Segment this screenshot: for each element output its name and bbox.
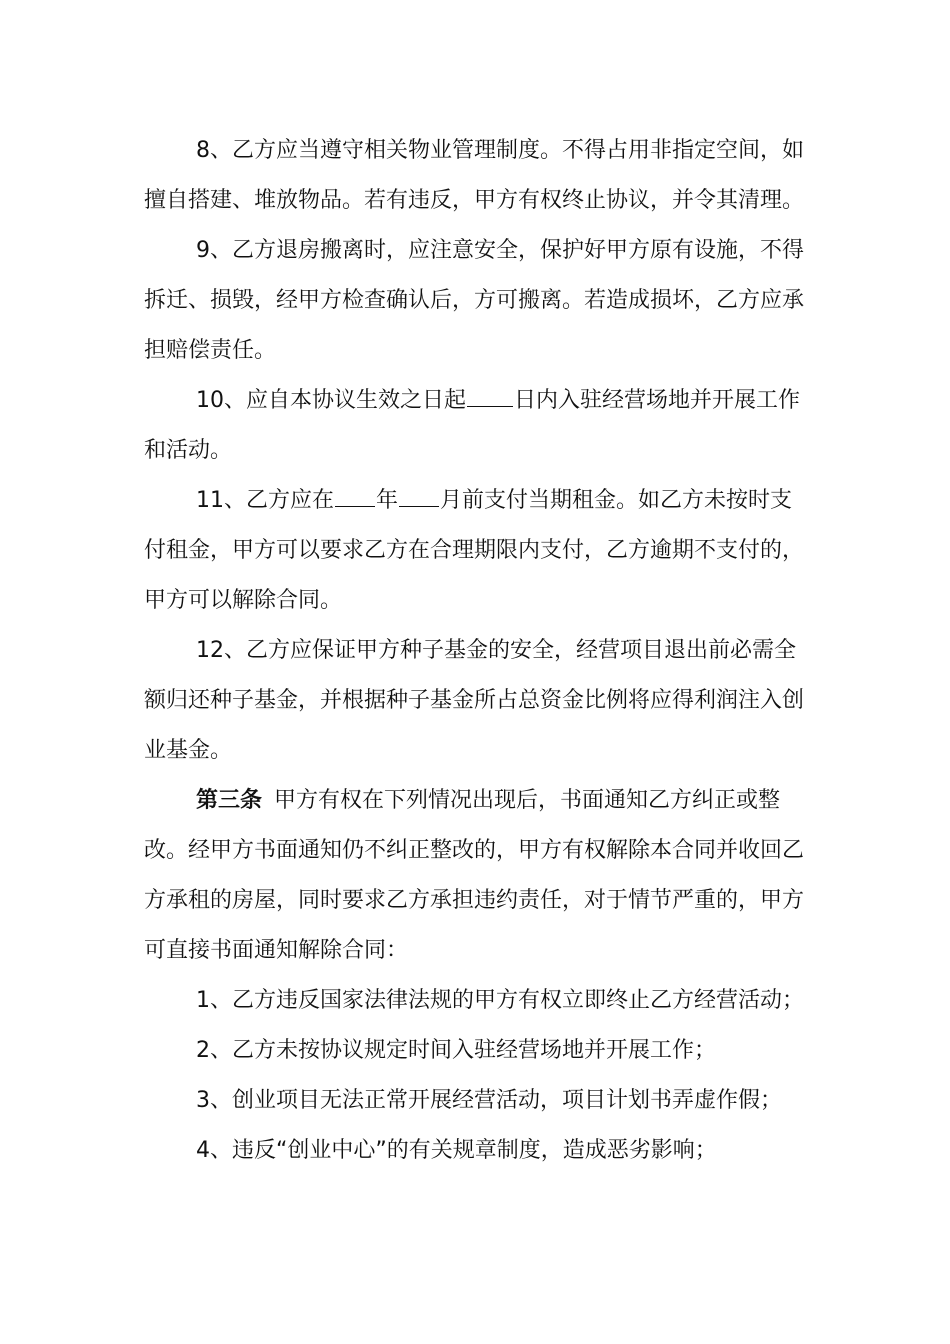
clause-11-text-after: 月前支付当期租金。如乙方未按时支付租金，甲方可以要求乙方在合理期限内支付，乙方逾期不支付的，甲方可以解除合同。 [144,488,805,613]
article-3-item-4 [144,1126,808,1176]
article-3-item-text: 1、乙方违反国家法律法规的甲方有权立即终止乙方经营活动； [196,988,804,1013]
article-3-item-2 [144,1026,808,1076]
clause-10-text-after: 日内入驻经营场地并开展工作和活动。 [144,388,801,463]
article-3-item-1 [144,976,808,1026]
fill-in-blank-days [467,384,513,407]
clause-8-text: 8、乙方应当遵守相关物业管理制度。不得占用非指定空间，如擅自搭建、堆放物品。若有违反，甲方有权终止协议，并令其清理。 [144,138,805,213]
document-body [144,126,808,1176]
clause-11-text-before: 11、乙方应在 [196,488,334,513]
clause-10 [144,376,808,476]
clause-10-text-before: 10、应自本协议生效之日起 [196,388,466,413]
clause-9-text: 9、乙方退房搬离时，应注意安全，保护好甲方原有设施，不得拆迁、损毁，经甲方检查确认后，方可搬离。若造成损坏，乙方应承担赔偿责任。 [144,238,805,363]
clause-11-text-middle: 年 [376,488,399,513]
clause-12 [144,626,808,776]
clause-9 [144,226,808,376]
article-3-heading: 第三条 [196,788,263,813]
article-3-item-text: 4、违反“创业中心”的有关规章制度，造成恶劣影响； [196,1138,717,1163]
article-3-item-text: 2、乙方未按协议规定时间入驻经营场地并开展工作； [196,1038,716,1063]
fill-in-blank-month [399,484,439,507]
clause-12-text: 12、乙方应保证甲方种子基金的安全，经营项目退出前必需全额归还种子基金，并根据种子基金所占总资金比例将应得利润注入创业基金。 [144,638,805,763]
article-3 [144,776,808,976]
article-3-text: 甲方有权在下列情况出现后，书面通知乙方纠正或整改。经甲方书面通知仍不纠正整改的，甲方有权解除本合同并收回乙方承租的房屋，同时要求乙方承担违约责任，对于情节严重的，甲方可直接书面通知解除合同： [144,788,805,963]
article-3-item-3 [144,1076,808,1126]
fill-in-blank-year [335,484,375,507]
clause-11 [144,476,808,626]
article-3-item-text: 3、创业项目无法正常开展经营活动，项目计划书弄虚作假； [196,1088,782,1113]
clause-8 [144,126,808,226]
